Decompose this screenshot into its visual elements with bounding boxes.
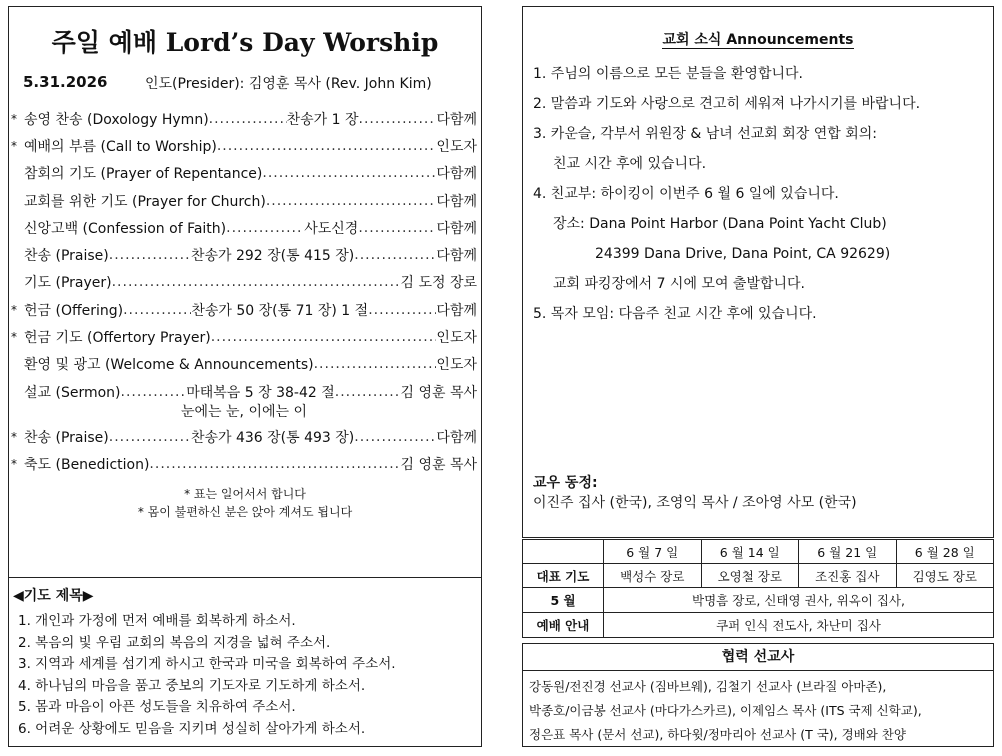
standing-mark: * bbox=[11, 138, 17, 153]
members-text: 이진주 집사 (한국), 조영익 목사 / 조아영 사모 (한국) bbox=[533, 495, 857, 511]
standing-mark: * bbox=[11, 111, 17, 126]
prayer-item: 6. 어려운 상황에도 믿음을 지키며 성실히 살아가게 하소서. bbox=[18, 720, 366, 737]
announcement-line: 2. 말씀과 기도와 사랑으로 견고히 세워져 나가시기를 바랍니다. bbox=[533, 96, 921, 112]
missionaries-list bbox=[522, 670, 994, 747]
order-detail: 찬송가 50 장(통 71 장) 1 절 bbox=[191, 302, 369, 319]
order-leader: 다함께 bbox=[436, 166, 477, 183]
announcement-line: 장소: Dana Point Harbor (Dana Point Yacht Club) bbox=[553, 216, 887, 232]
dot-leader bbox=[211, 329, 437, 345]
dot-leader bbox=[109, 429, 191, 445]
order-leader: 다함께 bbox=[436, 429, 477, 446]
missionaries-line: 박종호/이금봉 선교사 (마다가스카르), 이제임스 목사 (ITS 국제 신학교), bbox=[529, 703, 922, 718]
dot-leader bbox=[359, 111, 437, 127]
order-item: 헌금 (Offering) bbox=[24, 302, 124, 319]
worship-title bbox=[9, 23, 481, 59]
dot-leader bbox=[358, 220, 436, 236]
order-row bbox=[11, 132, 477, 159]
prayer-item: 5. 몸과 마음이 아픈 성도들을 치유하여 주소서. bbox=[18, 699, 296, 715]
rep-name: 조진홍 집사 bbox=[799, 564, 897, 588]
order-detail: 사도신경 bbox=[304, 220, 359, 237]
missionaries-heading: 협력 선교사 bbox=[522, 643, 994, 671]
dot-leader bbox=[149, 456, 400, 472]
usher-label-month: 5 월 bbox=[523, 588, 604, 613]
order-row bbox=[11, 351, 477, 378]
schedule-date: 6 월 28 일 bbox=[896, 540, 994, 564]
ushers-line-1: 박명흠 장로, 신태영 권사, 위옥이 집사, bbox=[604, 588, 994, 613]
date-line bbox=[23, 73, 473, 91]
order-item: 찬송 (Praise) bbox=[24, 429, 109, 446]
order-row bbox=[11, 160, 477, 187]
order-item: 환영 및 광고 (Welcome & Announcements) bbox=[24, 357, 314, 374]
schedule-rep-row bbox=[523, 564, 994, 588]
order-item: 참회의 기도 (Prayer of Repentance) bbox=[24, 166, 263, 183]
presider: 인도(Presider): 김영훈 목사 (Rev. John Kim) bbox=[145, 76, 432, 92]
order-row bbox=[11, 187, 477, 214]
order-leader: 다함께 bbox=[436, 302, 477, 319]
prayer-item: 4. 하나님의 마음을 품고 중보의 기도자로 기도하게 하소서. bbox=[18, 677, 366, 694]
order-item: 송영 찬송 (Doxology Hymn) bbox=[24, 111, 209, 128]
order-leader: 인도자 bbox=[436, 330, 477, 347]
announcement-line: 24399 Dana Drive, Dana Point, CA 92629) bbox=[595, 246, 891, 262]
rep-label: 대표 기도 bbox=[523, 564, 604, 588]
schedule-corner bbox=[523, 540, 604, 564]
order-item: 교회를 위한 기도 (Prayer for Church) bbox=[24, 193, 266, 210]
note-seated: * 몸이 불편하신 분은 앉아 계셔도 됩니다 bbox=[137, 505, 353, 519]
standing-mark: * bbox=[11, 302, 17, 317]
announcement-line: 교회 파킹장에서 7 시에 모여 출발합니다. bbox=[553, 276, 805, 292]
usher-row-2 bbox=[523, 613, 994, 638]
standing-mark: * bbox=[11, 429, 17, 444]
order-detail: 찬송가 292 장(통 415 장) bbox=[190, 248, 355, 265]
rep-name: 김영도 장로 bbox=[896, 564, 994, 588]
order-leader: 다함께 bbox=[436, 193, 477, 210]
dot-leader bbox=[109, 247, 191, 263]
order-leader: 다함께 bbox=[436, 111, 478, 128]
prayer-heading: ◀기도 제목▶ bbox=[13, 588, 94, 604]
sermon-title: 눈에는 눈, 이에는 이 bbox=[181, 404, 307, 421]
dot-leader bbox=[266, 193, 437, 209]
order-leader: 김 도정 장로 bbox=[400, 275, 477, 292]
announcements-panel bbox=[522, 6, 994, 538]
dot-leader bbox=[226, 220, 304, 236]
order-item: 헌금 기도 (Offertory Prayer) bbox=[24, 330, 211, 347]
order-item: 신앙고백 (Confession of Faith) bbox=[24, 220, 227, 237]
order-leader: 다함께 bbox=[436, 220, 478, 237]
usher-label-role: 예배 안내 bbox=[523, 613, 604, 638]
order-row bbox=[11, 296, 477, 323]
schedule-table bbox=[522, 539, 994, 638]
dot-leader bbox=[121, 384, 187, 400]
worship-title-ko: 주일 예배 bbox=[51, 28, 157, 57]
order-detail: 마태복음 5 장 38-42 절 bbox=[186, 384, 335, 401]
dot-leader bbox=[209, 111, 287, 127]
order-item: 축도 (Benediction) bbox=[24, 457, 150, 474]
order-row bbox=[11, 323, 477, 350]
order-item: 기도 (Prayer) bbox=[24, 275, 112, 292]
prayer-item: 1. 개인과 가정에 먼저 예배를 회복하게 하소서. bbox=[18, 613, 296, 629]
dot-leader bbox=[368, 302, 436, 318]
order-of-worship-panel bbox=[8, 6, 482, 578]
dot-leader bbox=[354, 429, 436, 445]
prayer-item: 2. 복음의 빛 우림 교회의 복음의 지경을 넓혀 주소서. bbox=[18, 634, 331, 651]
schedule-date: 6 월 14 일 bbox=[701, 540, 799, 564]
announcements-list bbox=[533, 59, 993, 329]
order-leader: 김 영훈 목사 bbox=[400, 384, 477, 401]
rep-name: 오영철 장로 bbox=[701, 564, 799, 588]
announcement-line: 4. 친교부: 하이킹이 이번주 6 월 6 일에 있습니다. bbox=[533, 186, 839, 202]
dot-leader bbox=[123, 302, 191, 318]
order-detail: 찬송가 436 장(통 493 장) bbox=[190, 429, 355, 446]
order-main bbox=[11, 105, 477, 405]
standing-mark: * bbox=[11, 457, 17, 472]
note-standing: * 표는 일어서서 합니다 bbox=[184, 487, 306, 501]
dot-leader bbox=[262, 165, 436, 181]
schedule-date: 6 월 21 일 bbox=[799, 540, 897, 564]
order-leader: 다함께 bbox=[436, 248, 477, 265]
announcements-heading-text: 교회 소식 Announcements bbox=[662, 32, 854, 48]
dot-leader bbox=[335, 384, 401, 400]
rep-name: 백성수 장로 bbox=[604, 564, 702, 588]
order-leader: 인도자 bbox=[436, 138, 477, 155]
order-leader: 김 영훈 목사 bbox=[400, 457, 477, 474]
order-row bbox=[11, 105, 477, 132]
ushers-line-2: 쿠퍼 인식 전도사, 차난미 집사 bbox=[604, 613, 994, 638]
worship-notes bbox=[9, 485, 481, 521]
prayer-topics-panel bbox=[8, 577, 482, 747]
order-row bbox=[11, 269, 477, 296]
order-row bbox=[11, 451, 477, 478]
order-leader: 인도자 bbox=[436, 357, 477, 374]
order-list bbox=[11, 105, 477, 478]
members-heading: 교우 동정: bbox=[533, 475, 598, 491]
members-news bbox=[533, 473, 857, 513]
announcement-line: 1. 주님의 이름으로 모든 분들을 환영합니다. bbox=[533, 66, 803, 82]
order-item: 설교 (Sermon) bbox=[24, 384, 121, 401]
dot-leader bbox=[112, 274, 401, 290]
order-item: 찬송 (Praise) bbox=[24, 248, 109, 265]
announcements-heading bbox=[523, 29, 993, 49]
prayer-item: 3. 지역과 세계를 섬기게 하시고 한국과 미국을 회복하여 주소서. bbox=[18, 656, 396, 672]
standing-mark: * bbox=[11, 330, 17, 345]
missionaries-line: 강동원/전진경 선교사 (짐바브웨), 김철기 선교사 (브라질 아마존), bbox=[529, 679, 887, 694]
announcement-line: 5. 목자 모임: 다음주 친교 시간 후에 있습니다. bbox=[533, 306, 817, 322]
schedule-date-row bbox=[523, 540, 994, 564]
order-row bbox=[11, 241, 477, 268]
dot-leader bbox=[217, 138, 437, 154]
order-item: 예배의 부름 (Call to Worship) bbox=[24, 138, 217, 155]
missionaries-line: 정은표 목사 (문서 선교), 하다윗/정마리아 선교사 (T 국), 경배와 찬양 bbox=[529, 727, 906, 742]
order-after bbox=[11, 423, 477, 478]
order-row bbox=[11, 423, 477, 450]
worship-date: 5.31.2026 bbox=[23, 73, 108, 91]
dot-leader bbox=[354, 247, 436, 263]
prayer-list bbox=[18, 611, 481, 740]
worship-title-en: Lord’s Day Worship bbox=[165, 28, 439, 57]
schedule-date: 6 월 7 일 bbox=[604, 540, 702, 564]
announcement-line: 친교 시간 후에 있습니다. bbox=[553, 156, 707, 172]
announcement-line: 3. 카운슬, 각부서 위원장 & 남녀 선교회 회장 연합 회의: bbox=[533, 126, 877, 142]
order-detail: 찬송가 1 장 bbox=[286, 111, 359, 128]
order-row bbox=[11, 214, 477, 241]
usher-row-1 bbox=[523, 588, 994, 613]
dot-leader bbox=[314, 356, 437, 372]
